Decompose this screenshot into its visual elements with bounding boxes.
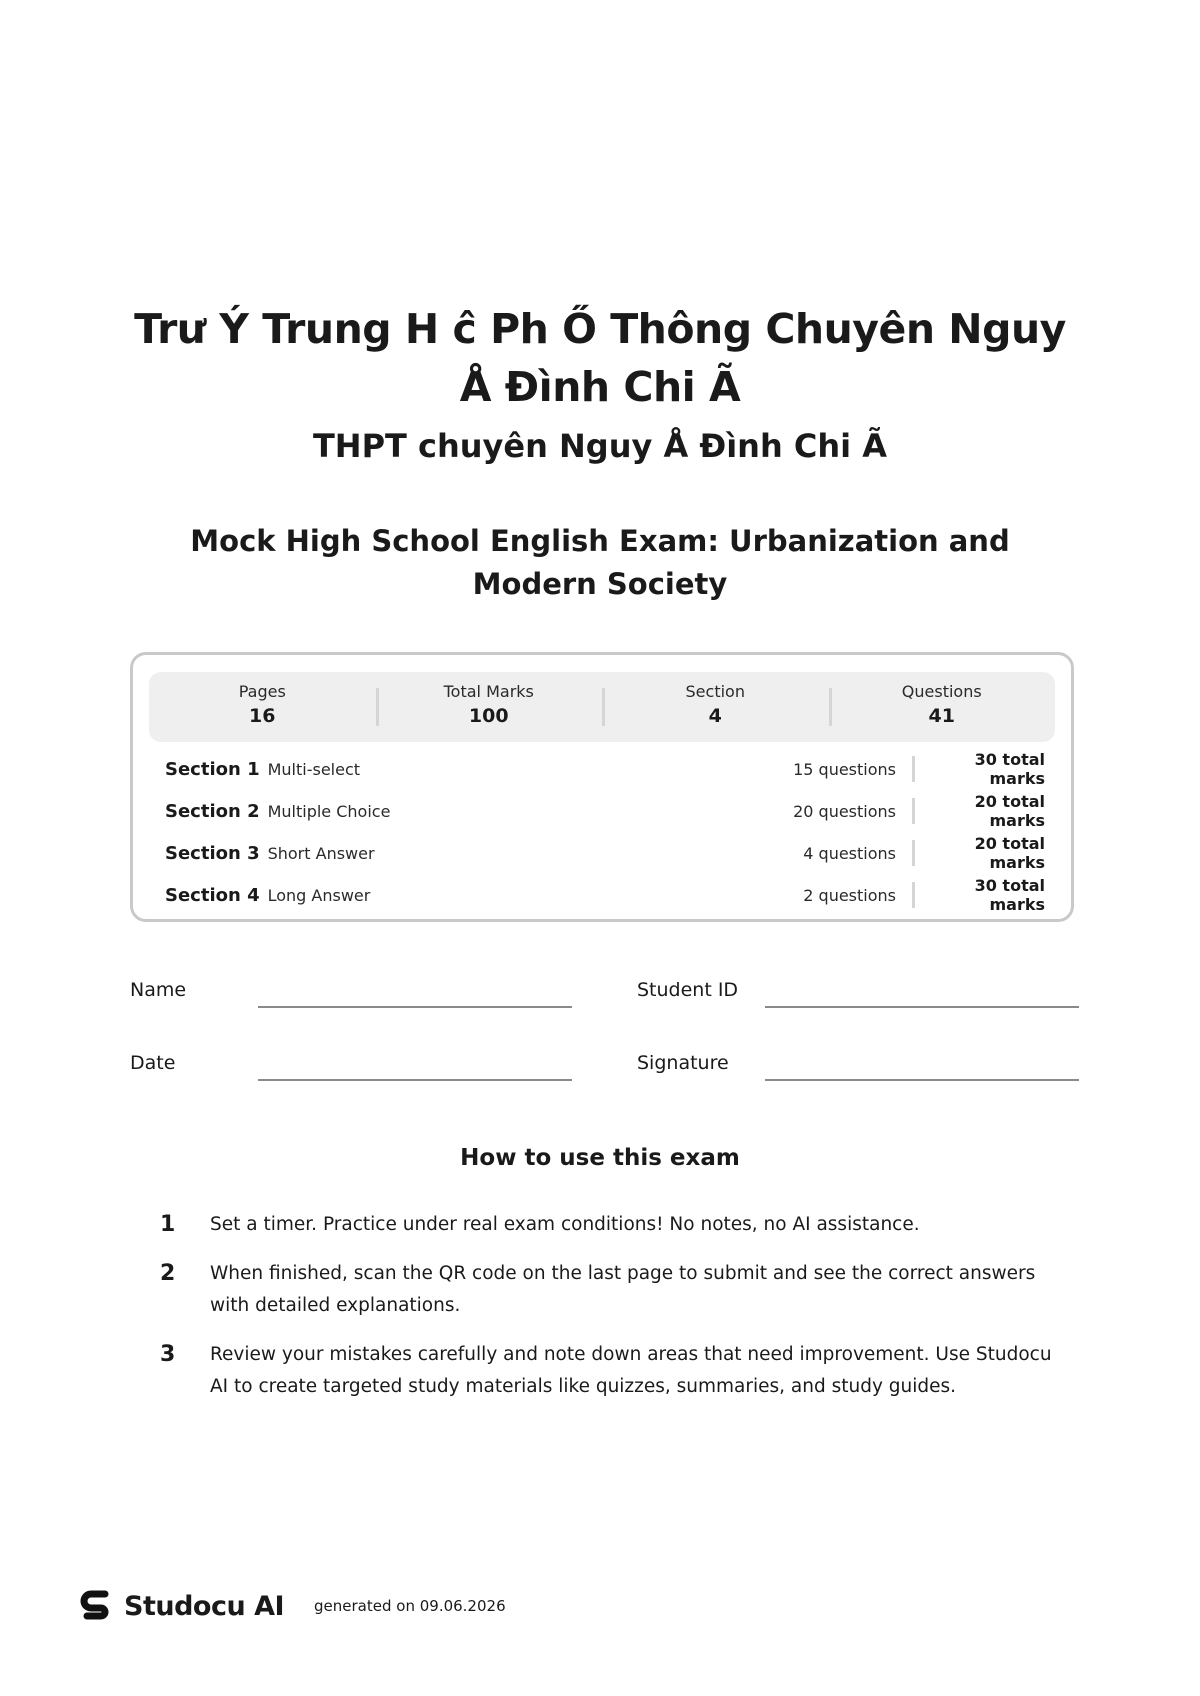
school-short-name: THPT chuyên Nguy Å Đình Chi Ã — [312, 427, 888, 465]
signature-field[interactable] — [765, 1079, 1079, 1081]
section-questions: 20 questions — [793, 801, 896, 821]
stat-label: Pages — [238, 682, 286, 701]
section-row-2 — [165, 792, 1045, 830]
student-id-label: Student ID — [637, 979, 739, 1001]
step-number: 1 — [160, 1212, 176, 1237]
stat-total-marks — [376, 672, 603, 742]
stat-questions — [829, 672, 1056, 742]
section-type: Multi-select — [267, 759, 361, 779]
step-number: 3 — [160, 1342, 176, 1367]
section-row-4 — [165, 876, 1045, 914]
section-type: Long Answer — [267, 885, 371, 905]
step-number: 2 — [160, 1261, 176, 1286]
section-name: Section 2 — [165, 800, 260, 822]
section-name: Section 4 — [165, 884, 260, 906]
section-questions: 15 questions — [793, 759, 896, 779]
section-marks: 20 total marks — [974, 834, 1045, 872]
studocu-logo-icon — [78, 1588, 114, 1624]
name-label: Name — [130, 979, 187, 1001]
school-name: Trư Ý Trung H ĉ Ph Ő Thông Chuyên Nguy Å Đình Chi Ã — [134, 305, 1066, 411]
stats-bar — [149, 672, 1055, 742]
step-text: Set a timer. Practice under real exam conditions! No notes, no AI assistance. — [210, 1214, 920, 1235]
section-questions: 4 questions — [803, 843, 896, 863]
step-text: Review your mistakes carefully and note down areas that need improvement. Use Studocu AI to create targeted study materials like quizzes, summaries, and study guides. — [210, 1344, 1052, 1397]
stat-label: Total Marks — [443, 682, 534, 701]
exam-title: Mock High School English Exam: Urbanization and Modern Society — [190, 524, 1010, 601]
section-marks: 30 total marks — [974, 750, 1045, 788]
section-type: Short Answer — [267, 843, 375, 863]
stat-value: 100 — [468, 705, 509, 727]
date-field[interactable] — [258, 1079, 572, 1081]
section-marks: 20 total marks — [974, 792, 1045, 830]
section-questions: 2 questions — [803, 885, 896, 905]
section-row-3 — [165, 834, 1045, 872]
section-name: Section 3 — [165, 842, 260, 864]
student-id-field[interactable] — [765, 1006, 1079, 1008]
stat-section — [602, 672, 829, 742]
name-field[interactable] — [258, 1006, 572, 1008]
stat-pages — [149, 672, 376, 742]
section-marks: 30 total marks — [974, 876, 1045, 914]
stat-label: Questions — [901, 682, 982, 701]
stat-value: 4 — [708, 705, 722, 727]
section-name: Section 1 — [165, 758, 260, 780]
stat-value: 41 — [928, 705, 955, 727]
howto-step-1 — [160, 1209, 1060, 1241]
howto-title: How to use this exam — [460, 1145, 740, 1171]
stat-label: Section — [685, 682, 745, 701]
section-row-1 — [165, 750, 1045, 788]
howto-step-3 — [160, 1339, 1060, 1403]
stat-value: 16 — [249, 705, 276, 727]
step-text: When finished, scan the QR code on the last page to submit and see the correct answers with detailed explanations. — [210, 1263, 1036, 1316]
signature-label: Signature — [637, 1052, 729, 1074]
section-type: Multiple Choice — [267, 801, 391, 821]
date-label: Date — [130, 1052, 176, 1074]
exam-summary-card — [130, 652, 1074, 922]
howto-step-2 — [160, 1258, 1060, 1322]
footer — [78, 1588, 506, 1624]
generated-date: generated on 09.06.2026 — [314, 1597, 506, 1615]
brand-name: Studocu AI — [124, 1590, 285, 1622]
